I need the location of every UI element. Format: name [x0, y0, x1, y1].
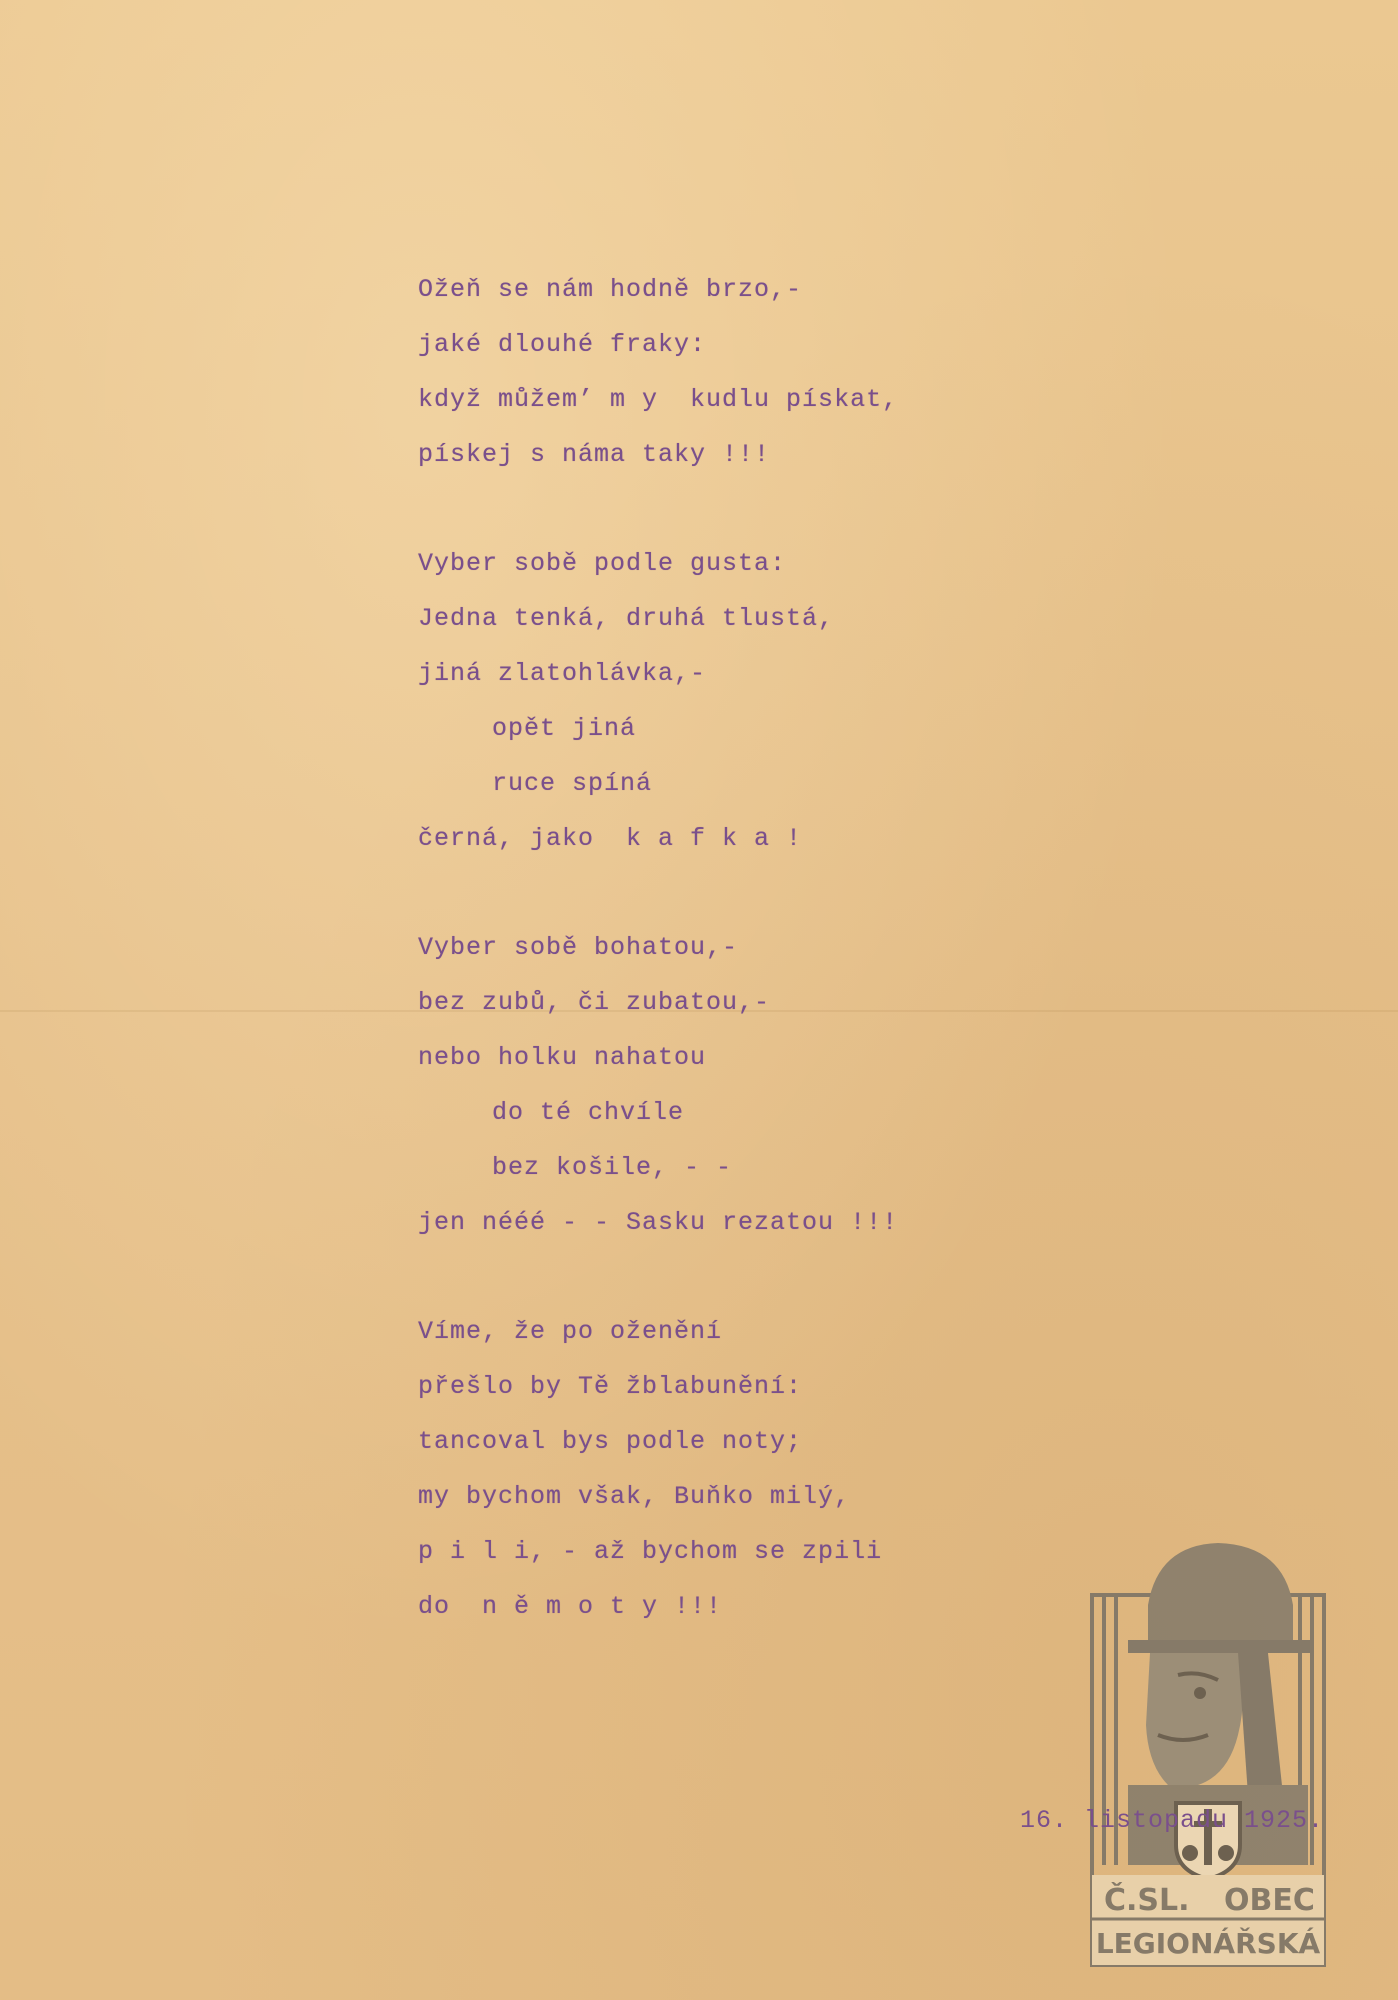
poem-line: jen nééé - - Sasku rezatou !!! [418, 1208, 899, 1237]
poem-line: Vyber sobě podle gusta: [418, 549, 787, 578]
stamp-text-bottom: LEGIONÁŘSKÁ [1095, 1927, 1321, 1960]
poem-line: přešlo by Tě žblabunění: [418, 1372, 803, 1401]
poem-line: nebo holku nahatou [418, 1043, 707, 1072]
poem-line: p i l i, - až bychom se zpili [418, 1537, 883, 1566]
poem-line: do té chvíle [492, 1098, 685, 1127]
poem-line: Vyber sobě bohatou,- [418, 933, 739, 962]
poem-line: když můžem’ m y kudlu pískat, [418, 385, 899, 414]
poem-line: ruce spíná [492, 769, 653, 798]
poem-line: opět jiná [492, 714, 637, 743]
soldier-strap [1238, 1653, 1283, 1795]
poem-line: bez košile, - - [492, 1153, 733, 1182]
poem-line: jaké dlouhé fraky: [418, 330, 707, 359]
document-date: 16. listopadu 1925. [1020, 1806, 1325, 1835]
poem-line: Ožeň se nám hodně brzo,- [418, 275, 803, 304]
stanza-3 [418, 920, 1118, 1250]
poem-line: my bychom však, Buňko milý, [418, 1482, 851, 1511]
poem-line: tancoval bys podle noty; [418, 1427, 803, 1456]
stanza-2 [418, 536, 1118, 866]
stanza-1 [418, 262, 1118, 482]
poem-line: černá, jako k a f k a ! [418, 824, 803, 853]
poem-line: bez zubů, či zubatou,- [418, 988, 771, 1017]
poem-line: Jedna tenká, druhá tlustá, [418, 604, 835, 633]
soldier-eye [1194, 1687, 1206, 1699]
stamp-text-left: Č.SL. [1104, 1883, 1190, 1918]
poem-line: do n ě m o t y !!! [418, 1592, 723, 1621]
helmet-brim [1128, 1640, 1313, 1653]
poem-line: Víme, že po oženění [418, 1317, 723, 1346]
poem-line: jiná zlatohlávka,- [418, 659, 707, 688]
helmet-shape [1148, 1543, 1293, 1640]
stamp-text-right: OBEC [1224, 1883, 1315, 1918]
stanza-4 [418, 1304, 1118, 1634]
legion-stamp-logo [1088, 1535, 1328, 1975]
poem [418, 262, 1118, 1688]
poem-line: pískej s náma taky !!! [418, 440, 771, 469]
